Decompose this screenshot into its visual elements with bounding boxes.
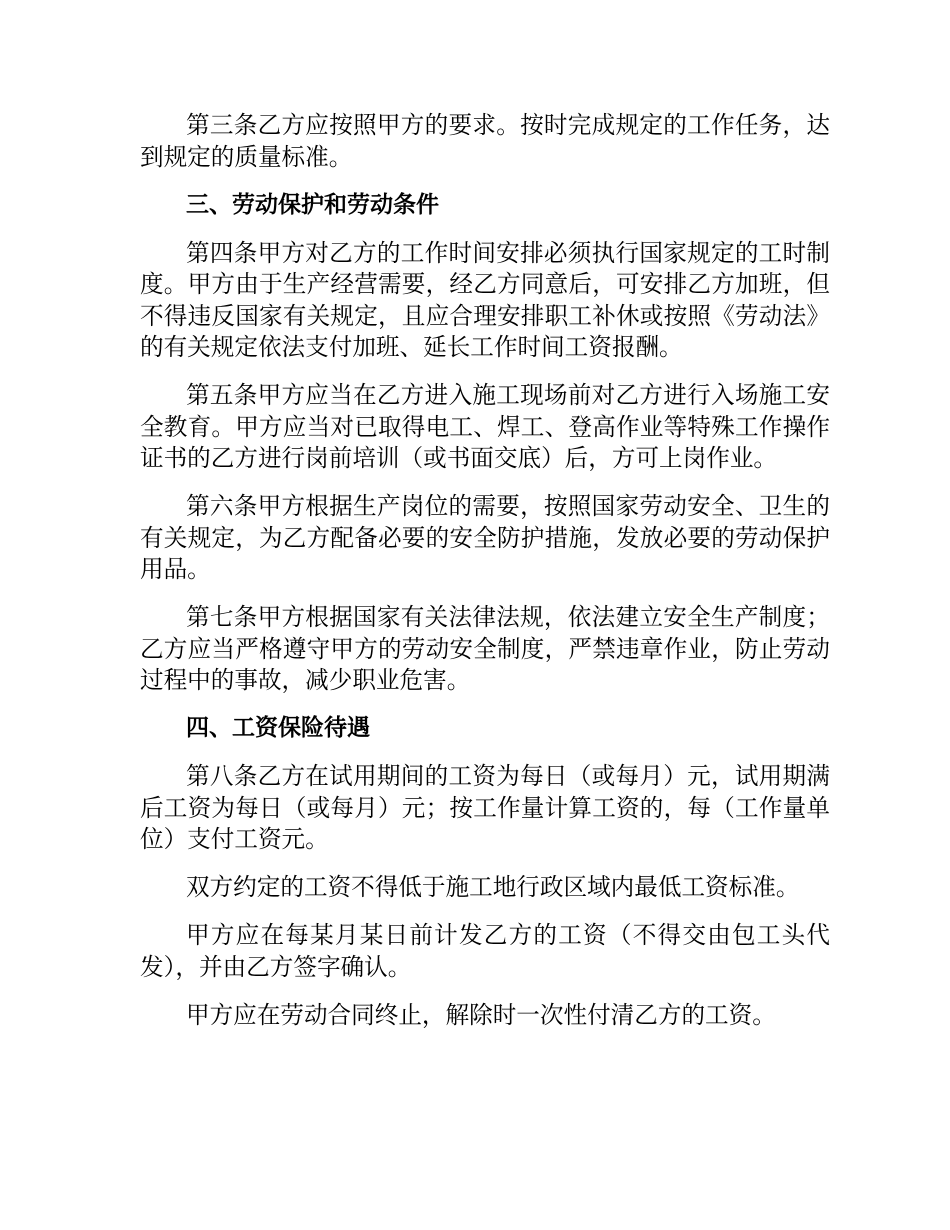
wage-payment-date-paragraph: 甲方应在每某月某日前计发乙方的工资（不得交由包工头代发），并由乙方签字确认。	[140, 921, 830, 981]
section-heading-wages-insurance: 四、工资保险待遇	[186, 715, 370, 741]
section-heading-labor-protection: 三、劳动保护和劳动条件	[186, 191, 439, 218]
article-4-paragraph: 第四条甲方对乙方的工作时间安排必须执行国家规定的工时制度。甲方由于生产经营需要，经乙方同意后，可安排乙方加班，但不得违反国家有关规定，且应合理安排职工补休或按照《劳动法》的有关规定依法支付加班、延长工作时间工资报酬。	[140, 238, 830, 361]
article-6-paragraph: 第六条甲方根据生产岗位的需要，按照国家劳动安全、卫生的有关规定，为乙方配备必要的安全防护措施，发放必要的劳动保护用品。	[140, 492, 830, 583]
final-wage-settlement-paragraph: 甲方应在劳动合同终止，解除时一次性付清乙方的工资。	[186, 1000, 776, 1029]
document-page	[140, 110, 830, 1048]
minimum-wage-paragraph: 双方约定的工资不得低于施工地行政区域内最低工资标准。	[186, 873, 800, 901]
article-8-paragraph: 第八条乙方在试用期间的工资为每日（或每月）元，试用期满后工资为每日（或每月）元；按工作量计算工资的，每（工作量单位）支付工资元。	[140, 762, 830, 853]
article-5-paragraph: 第五条甲方应当在乙方进入施工现场前对乙方进行入场施工安全教育。甲方应当对已取得电工、焊工、登高作业等特殊工作操作证书的乙方进行岗前培训（或书面交底）后，方可上岗作业。	[140, 381, 830, 472]
article-7-paragraph: 第七条甲方根据国家有关法律法规，依法建立安全生产制度；乙方应当严格遵守甲方的劳动安全制度，严禁违章作业，防止劳动过程中的事故，减少职业危害。	[140, 603, 830, 694]
article-3-paragraph: 第三条乙方应按照甲方的要求。按时完成规定的工作任务，达到规定的质量标准。	[140, 111, 830, 171]
